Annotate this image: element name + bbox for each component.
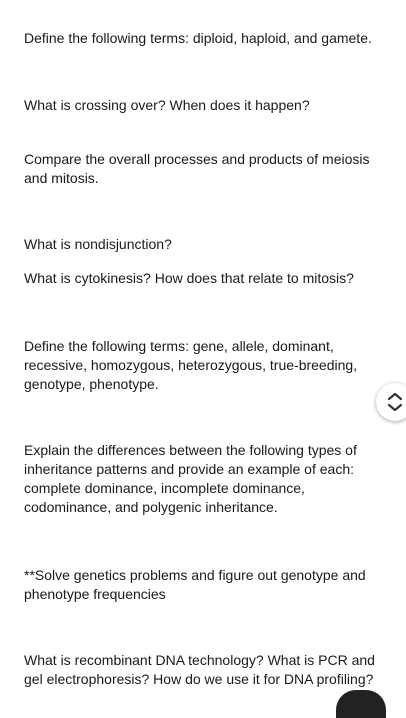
- bottom-floating-tab[interactable]: [336, 690, 386, 718]
- question-diploid-haploid: Define the following terms: diploid, haploid, and gamete.: [24, 30, 372, 46]
- question-nondisjunction: What is nondisjunction?: [24, 236, 172, 252]
- page-nav-toggle-button[interactable]: [376, 383, 406, 421]
- question-genetics-problems: **Solve genetics problems and figure out genotype and phenotype frequencies: [24, 567, 366, 602]
- question-recombinant-dna: What is recombinant DNA technology? What is PCR and gel electrophoresis? How do we use it for DNA profiling?: [24, 652, 375, 687]
- question-genetics-terms: Define the following terms: gene, allele, dominant, recessive, homozygous, heterozygous, true-breeding, genotype, phenotype.: [24, 338, 358, 392]
- question-meiosis-mitosis: Compare the overall processes and products of meiosis and mitosis.: [24, 151, 370, 186]
- question-crossing-over: What is crossing over? When does it happen?: [24, 97, 310, 113]
- question-inheritance-patterns: Explain the differences between the following types of inheritance patterns and provide an example of each: complete dominance, incomplete dominance, codominance, and polygenic inheritance.: [24, 442, 357, 515]
- chevron-up-down-icon: [386, 390, 404, 414]
- question-cytokinesis: What is cytokinesis? How does that relate to mitosis?: [24, 270, 354, 286]
